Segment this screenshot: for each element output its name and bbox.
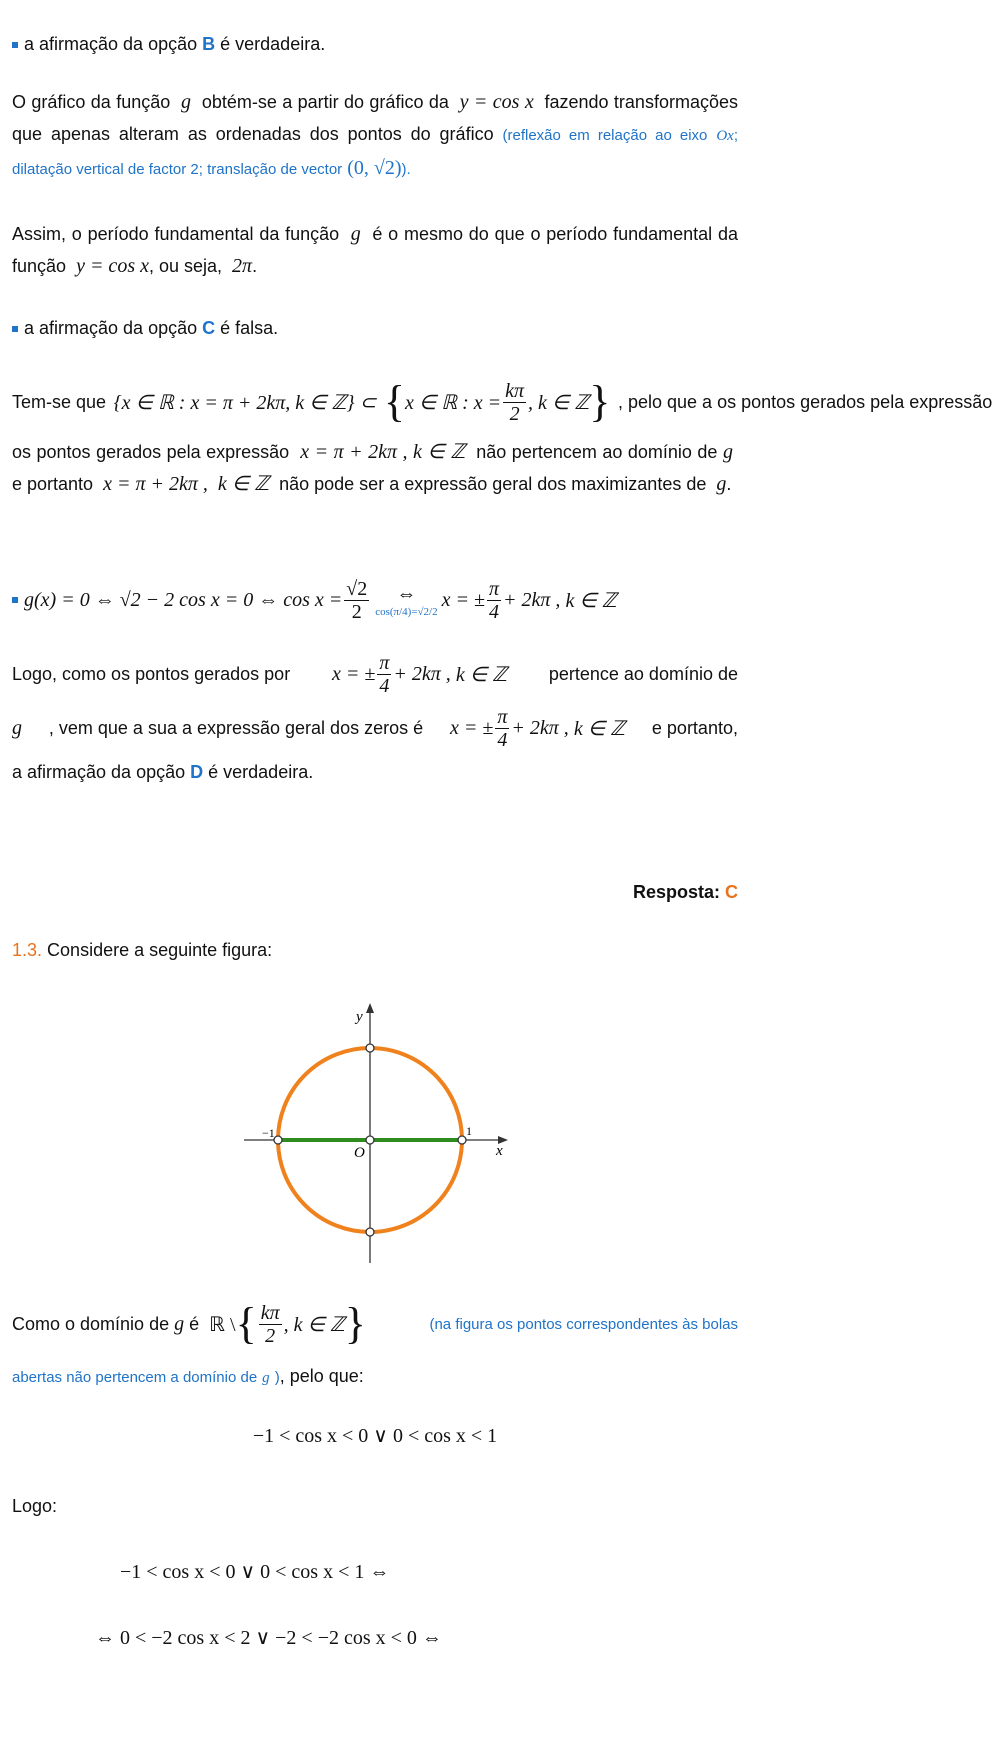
text: Assim, o período fundamental da função: [12, 224, 340, 244]
question-text: Considere a seguinte figura:: [47, 940, 273, 960]
fraction-kpi-2: [259, 1302, 282, 1347]
text: , vem que a sua a expressão geral dos zeros é: [48, 717, 424, 738]
denominator: 2: [265, 1324, 276, 1347]
denominator: 2: [351, 600, 362, 623]
paragraph-graph-transform: [12, 86, 738, 186]
numerator: √2: [346, 577, 368, 600]
text: não pertencem ao domínio de: [476, 442, 718, 462]
text: é o mesmo do que o período fundamental da função: [12, 224, 738, 276]
math-ox: Ox: [716, 128, 734, 144]
zeros-equation: [12, 560, 738, 640]
text: é: [189, 1313, 200, 1334]
math-g: g: [722, 441, 733, 463]
math-expr: x = π + 2kπ ,: [103, 473, 208, 495]
text: Logo:: [12, 1496, 58, 1516]
text: O gráfico da função: [12, 92, 171, 112]
math-zeros-expr: [450, 706, 625, 751]
note: (reflexão em relação ao eixo: [502, 127, 708, 144]
math-part: + 2kπ ,: [393, 662, 451, 685]
bullet-icon: [12, 42, 18, 48]
statement-text: é falsa.: [220, 318, 279, 338]
set-inclusion-line: [12, 372, 992, 432]
x-label: x: [496, 1143, 503, 1159]
math-set2-text: x ∈ ℝ : x =: [404, 391, 502, 414]
math-rhs: x = ±: [441, 588, 485, 611]
equation-1: [12, 1420, 738, 1452]
answer-label: Resposta:: [632, 882, 720, 902]
paragraph-domain: [12, 1292, 738, 1394]
numerator: π: [488, 577, 500, 600]
math-cos: y = cos x: [76, 255, 149, 277]
text: fazendo transformações que apenas alteram as ordenadas dos pontos do gráfico: [12, 92, 738, 144]
note-tail: abertas não pertencem a domínio de: [12, 1369, 258, 1386]
domain-expr: [12, 1299, 366, 1348]
fraction-kpi-2: [503, 380, 526, 425]
math-part: + 2kπ ,: [511, 716, 569, 739]
text: , pelo que:: [279, 1366, 364, 1386]
math-g: g: [716, 473, 727, 495]
numerator: π: [497, 705, 508, 728]
math-inequality: −1 < cos x < 0 ∨ 0 < cos x < 1: [252, 1425, 498, 1447]
minus-one-label: −1: [262, 1126, 275, 1140]
math-inequality: ⇔ 0 < −2 cos x < 2 ∨ −2 < −2 cos x < 0 ⇔: [95, 1627, 442, 1649]
question-1-3: [12, 934, 738, 966]
equation-2: [120, 1556, 738, 1588]
math-g: g: [181, 91, 192, 113]
note-head: (na figura os pontos correspondentes às bolas: [429, 1315, 738, 1333]
math-inequality: −1 < cos x < 0 ∨ 0 < cos x < 1 ⇔: [120, 1561, 390, 1583]
note: ): [274, 1369, 280, 1386]
equiv-arrow: ⇔: [396, 582, 417, 605]
left-brace: {: [235, 1299, 257, 1348]
math-set1: {x ∈ ℝ : x = π + 2kπ, k ∈ ℤ} ⊂: [113, 391, 377, 414]
math-period: 2π: [232, 255, 253, 277]
equation-3: [95, 1622, 738, 1654]
denominator: 4: [489, 600, 499, 623]
math-g: g: [262, 1370, 270, 1386]
unit-circle-figure: [230, 995, 510, 1275]
option-letter: B: [202, 34, 216, 54]
note: ).: [401, 161, 411, 178]
math-vector: (0, √2): [347, 157, 402, 179]
numerator: kπ: [260, 1301, 280, 1324]
fraction-pi-4: [495, 706, 509, 751]
math-part: x = ±: [332, 662, 376, 685]
math-expr: x = π + 2kπ ,: [300, 441, 408, 463]
text: e portanto: [12, 474, 94, 494]
paragraph-maximizers: [12, 372, 992, 500]
statement-c: [12, 312, 738, 344]
open-point-bottom: [366, 1228, 374, 1236]
text: Como o domínio de: [12, 1313, 170, 1334]
y-axis-arrow-icon: [366, 1003, 374, 1013]
numerator: π: [379, 651, 390, 674]
option-letter: D: [190, 762, 204, 782]
cos-pi4-note: cos(π/4)=√2/2: [375, 605, 438, 618]
text: .: [726, 474, 732, 494]
math-g: g: [174, 1312, 185, 1335]
text: a afirmação da opção: [12, 762, 186, 782]
note: ; dilatação vertical de factor 2; translação de vector: [12, 127, 738, 178]
math-part: k ∈ ℤ: [455, 663, 508, 686]
math-expr: k ∈ ℤ: [413, 441, 466, 463]
logo-text: [12, 1490, 738, 1522]
y-label: y: [356, 1009, 363, 1025]
paragraph-zeros: [12, 648, 738, 788]
math-zeros-expr: [332, 652, 507, 697]
math-lhs: g(x) = 0 ⇔ √2 − 2 cos x = 0 ⇔ cos x =: [24, 588, 343, 611]
denominator: 4: [497, 728, 508, 751]
right-brace: }: [344, 1299, 366, 1348]
text: os pontos gerados pela expressão: [12, 442, 290, 462]
open-point-right: [458, 1136, 466, 1144]
question-number: 1.3.: [12, 940, 43, 960]
fraction-sqrt2-2: [344, 578, 369, 623]
text: pertence ao domínio de: [548, 663, 738, 684]
math-kz: , k ∈ ℤ: [283, 1313, 345, 1336]
bullet-icon: [12, 597, 18, 603]
text: Logo, como os pontos gerados por: [12, 663, 291, 684]
math-rhs: k ∈ ℤ: [565, 589, 617, 612]
denominator: 4: [379, 674, 390, 697]
math-expr: k ∈ ℤ: [217, 473, 270, 495]
answer: [12, 876, 738, 908]
denominator: 2: [509, 402, 520, 425]
origin-label: O: [354, 1145, 365, 1161]
text: , pelo que a os pontos gerados pela expressão: [617, 391, 992, 412]
math-r: ℝ \: [209, 1313, 236, 1336]
right-brace: }: [589, 377, 611, 426]
math-g: g: [12, 716, 22, 739]
text: e portanto,: [651, 717, 738, 738]
math-rhs: + 2kπ ,: [503, 588, 561, 611]
option-letter: C: [202, 318, 216, 338]
bullet-icon: [12, 326, 18, 332]
text: não pode ser a expressão geral dos maximizantes de: [279, 474, 707, 494]
statement-b: [12, 28, 738, 60]
statement-text: a afirmação da opção: [24, 318, 198, 338]
text: obtém-se a partir do gráfico da: [201, 92, 449, 112]
open-point-origin: [366, 1136, 374, 1144]
statement-text: é verdadeira.: [220, 34, 326, 54]
math-g: g: [350, 223, 361, 245]
open-point-left: [274, 1136, 282, 1144]
fraction-pi-4: [487, 578, 501, 623]
text: Tem-se que: [12, 391, 107, 412]
math-part: x = ±: [450, 716, 494, 739]
math-set2-text: , k ∈ ℤ: [528, 391, 590, 414]
text: é verdadeira.: [208, 762, 314, 782]
one-label: 1: [466, 1124, 472, 1138]
text: .: [252, 256, 258, 276]
open-point-top: [366, 1044, 374, 1052]
numerator: kπ: [505, 379, 525, 402]
math-set2: [383, 377, 611, 426]
left-brace: {: [383, 377, 405, 426]
text: , ou seja,: [148, 256, 223, 276]
statement-text: a afirmação da opção: [24, 34, 198, 54]
math-part: k ∈ ℤ: [573, 717, 626, 740]
answer-value: C: [725, 882, 738, 902]
paragraph-period: [12, 218, 738, 282]
equiv-with-note: [375, 583, 437, 618]
fraction-pi-4: [377, 652, 391, 697]
math-cos: y = cos x: [459, 91, 534, 113]
